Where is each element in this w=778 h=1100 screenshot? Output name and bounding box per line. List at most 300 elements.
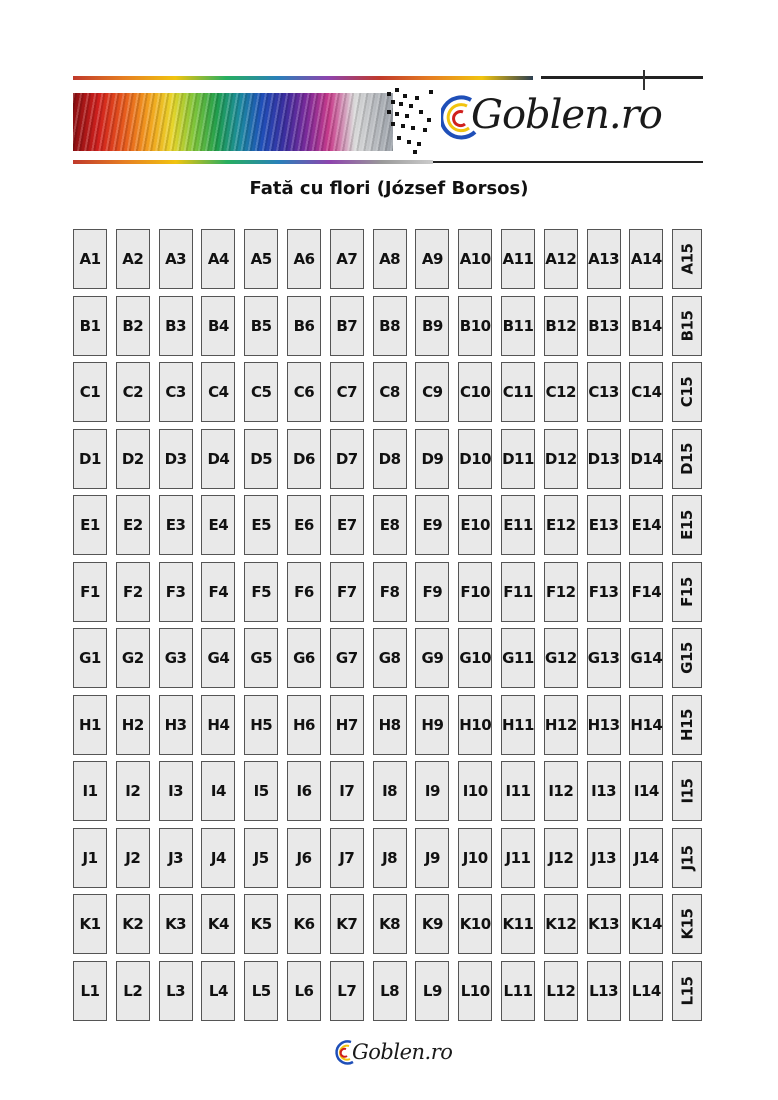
- page-cell[interactable]: [501, 628, 535, 688]
- page-cell[interactable]: [73, 961, 107, 1021]
- page-cell-label: J8: [382, 848, 398, 867]
- page-cell-label: L5: [251, 981, 271, 1000]
- page-cell[interactable]: [244, 761, 278, 821]
- page-cell[interactable]: [244, 828, 278, 888]
- page-cell[interactable]: [629, 362, 663, 422]
- page-cell[interactable]: [672, 229, 702, 289]
- page-cell-label: A14: [630, 250, 662, 268]
- page-cell-label: J11: [505, 848, 531, 867]
- page-cell-label: I12: [548, 782, 574, 800]
- page-cell-label: E10: [460, 516, 490, 534]
- page-cell-label: G8: [378, 649, 401, 667]
- page-cell-label: L4: [208, 981, 228, 1000]
- page-cell-label: G5: [250, 649, 273, 667]
- page-cell[interactable]: [501, 761, 535, 821]
- page-cell-label: A13: [588, 250, 620, 268]
- page-cell[interactable]: [458, 562, 492, 622]
- page-cell-label: H10: [459, 715, 492, 734]
- page-cell[interactable]: [672, 562, 702, 622]
- header-banner: [73, 76, 703, 166]
- page-cell[interactable]: [201, 761, 235, 821]
- page-cell-label: G12: [544, 649, 577, 667]
- page-cell-label: C3: [165, 383, 186, 401]
- page-cell[interactable]: [373, 562, 407, 622]
- page-cell[interactable]: [629, 695, 663, 755]
- page-cell-label: L10: [460, 981, 490, 1000]
- page-cell-label: C10: [459, 383, 491, 401]
- page-cell[interactable]: [587, 894, 621, 954]
- page-cell[interactable]: [415, 429, 449, 489]
- page-cell-label: C15: [678, 376, 697, 408]
- page-cell[interactable]: [672, 495, 702, 555]
- page-cell[interactable]: [587, 695, 621, 755]
- header-bottom-rule: [73, 160, 703, 164]
- page-cell[interactable]: [672, 761, 702, 821]
- page-cell[interactable]: [116, 894, 150, 954]
- page-cell-label: K14: [630, 915, 662, 933]
- page-cell-label: D3: [164, 449, 187, 468]
- page-cell[interactable]: [244, 229, 278, 289]
- page-cell-label: K10: [459, 915, 491, 933]
- page-cell[interactable]: [672, 429, 702, 489]
- page-cell-label: F10: [460, 582, 490, 601]
- page-cell[interactable]: [73, 761, 107, 821]
- page-cell-label: L12: [546, 981, 576, 1000]
- page-cell[interactable]: [73, 296, 107, 356]
- page-cell-label: C4: [208, 383, 229, 401]
- page-cell[interactable]: [415, 695, 449, 755]
- page-cell[interactable]: [244, 296, 278, 356]
- page-cell-label: G4: [207, 649, 230, 667]
- page-cell[interactable]: [287, 628, 321, 688]
- page-cell-label: K7: [336, 915, 358, 933]
- page-cell-label: C8: [379, 383, 400, 401]
- page-cell-label: D8: [378, 449, 401, 468]
- page-cell-label: C2: [122, 383, 144, 401]
- page-cell[interactable]: [159, 562, 193, 622]
- page-cell-label: D13: [587, 449, 620, 468]
- page-cell[interactable]: [458, 894, 492, 954]
- page-cell[interactable]: [73, 429, 107, 489]
- page-cell[interactable]: [116, 495, 150, 555]
- page-cell-label: D4: [207, 449, 230, 468]
- page-cell-label: D6: [293, 449, 315, 468]
- page-cell-label: K8: [379, 915, 401, 933]
- page-cell[interactable]: [629, 296, 663, 356]
- page-cell-label: D7: [335, 449, 358, 468]
- page-cell[interactable]: [73, 229, 107, 289]
- page-cell-label: E11: [503, 516, 533, 534]
- page-cell[interactable]: [116, 761, 150, 821]
- page-cell[interactable]: [373, 761, 407, 821]
- page-cell-label: H15: [678, 708, 697, 741]
- page-cell[interactable]: [159, 761, 193, 821]
- page-cell[interactable]: [458, 296, 492, 356]
- page-cell[interactable]: [287, 695, 321, 755]
- page-cell[interactable]: [501, 828, 535, 888]
- page-cell[interactable]: [287, 828, 321, 888]
- page-cell-label: D10: [459, 449, 492, 468]
- page-cell-label: J6: [296, 848, 312, 867]
- page-cell[interactable]: [287, 229, 321, 289]
- page-cell-label: E3: [165, 516, 186, 534]
- page-cell[interactable]: [587, 562, 621, 622]
- page-cell[interactable]: [587, 828, 621, 888]
- page-cell[interactable]: [373, 828, 407, 888]
- page-cell-label: B14: [630, 316, 662, 335]
- page-cell[interactable]: [501, 894, 535, 954]
- page-cell[interactable]: [330, 695, 364, 755]
- page-cell[interactable]: [629, 761, 663, 821]
- page-cell[interactable]: [73, 495, 107, 555]
- page-cell-label: I15: [678, 778, 697, 804]
- page-cell[interactable]: [116, 828, 150, 888]
- page-cell[interactable]: [629, 429, 663, 489]
- thread-skeins-image: [73, 93, 393, 151]
- page-cell-label: F15: [678, 576, 697, 607]
- page-cell[interactable]: [373, 894, 407, 954]
- page-cell[interactable]: [544, 761, 578, 821]
- page-cell-label: G11: [502, 649, 534, 667]
- page-cell[interactable]: [501, 562, 535, 622]
- page-cell-label: F5: [251, 582, 272, 601]
- page-cell[interactable]: [287, 562, 321, 622]
- page-cell-label: F1: [80, 582, 100, 601]
- page-cell[interactable]: [415, 894, 449, 954]
- page-cell[interactable]: [330, 628, 364, 688]
- page-cell[interactable]: [330, 562, 364, 622]
- page-cell[interactable]: [159, 495, 193, 555]
- page-cell[interactable]: [629, 562, 663, 622]
- page-cell[interactable]: [373, 961, 407, 1021]
- page-cell[interactable]: [458, 429, 492, 489]
- page-cell-label: L1: [80, 981, 100, 1000]
- page-cell[interactable]: [373, 296, 407, 356]
- page-cell-label: L2: [123, 981, 143, 1000]
- page-cell-label: F9: [422, 582, 443, 601]
- page-cell[interactable]: [415, 362, 449, 422]
- page-cell-label: L13: [589, 981, 619, 1000]
- page-cell[interactable]: [159, 628, 193, 688]
- page-cell-label: B10: [459, 316, 491, 335]
- page-cell[interactable]: [629, 828, 663, 888]
- page-cell[interactable]: [373, 628, 407, 688]
- page-cell-label: E2: [122, 516, 143, 534]
- page-cell[interactable]: [415, 562, 449, 622]
- page-cell-label: B3: [165, 316, 187, 335]
- page-cell[interactable]: [201, 429, 235, 489]
- page-cell-label: I13: [591, 782, 617, 800]
- page-cell[interactable]: [373, 229, 407, 289]
- page-cell[interactable]: [201, 695, 235, 755]
- page-cell[interactable]: [201, 828, 235, 888]
- page-cell[interactable]: [287, 362, 321, 422]
- page-cell-label: H13: [587, 715, 620, 734]
- page-cell-label: K6: [293, 915, 315, 933]
- page-cell[interactable]: [159, 229, 193, 289]
- page-cell-label: H1: [79, 715, 101, 734]
- page-cell-label: F4: [208, 582, 229, 601]
- page-cell-label: B4: [207, 316, 229, 335]
- page-cell[interactable]: [458, 761, 492, 821]
- page-cell[interactable]: [244, 628, 278, 688]
- page-cell[interactable]: [458, 495, 492, 555]
- page-cell[interactable]: [544, 362, 578, 422]
- page-cell-label: I5: [253, 782, 269, 800]
- page-cell[interactable]: [544, 296, 578, 356]
- page-cell-label: B1: [79, 316, 101, 335]
- page-cell-label: E8: [379, 516, 400, 534]
- brand-logo-text: Goblen.ro: [471, 92, 662, 138]
- page-cell[interactable]: [287, 961, 321, 1021]
- grid-row: [73, 362, 704, 424]
- page-cell[interactable]: [501, 495, 535, 555]
- page-cell[interactable]: [244, 362, 278, 422]
- page-cell[interactable]: [373, 495, 407, 555]
- page-cell-label: G15: [678, 642, 697, 674]
- page-cell[interactable]: [159, 429, 193, 489]
- page-cell[interactable]: [73, 828, 107, 888]
- page-cell[interactable]: [244, 495, 278, 555]
- page-cell[interactable]: [415, 628, 449, 688]
- page-cell[interactable]: [244, 961, 278, 1021]
- page-cell-label: B11: [502, 316, 534, 335]
- page-cell[interactable]: [116, 695, 150, 755]
- page-cell-label: E9: [422, 516, 443, 534]
- page-cell-label: B12: [545, 316, 577, 335]
- page-cell[interactable]: [501, 362, 535, 422]
- page-cell[interactable]: [501, 296, 535, 356]
- page-cell-label: G3: [164, 649, 187, 667]
- page-cell[interactable]: [458, 229, 492, 289]
- page-cell[interactable]: [116, 296, 150, 356]
- page-cell-label: C7: [336, 383, 358, 401]
- page-cell-label: A10: [459, 250, 491, 268]
- page-cell-label: F14: [631, 582, 662, 601]
- page-cell[interactable]: [415, 828, 449, 888]
- page-cell-label: C9: [422, 383, 443, 401]
- footer-logo: [334, 1034, 453, 1074]
- page-cell-label: K3: [165, 915, 187, 933]
- page-cell[interactable]: [287, 429, 321, 489]
- page-cell[interactable]: [587, 495, 621, 555]
- page-cell[interactable]: [244, 695, 278, 755]
- page-cell[interactable]: [629, 229, 663, 289]
- page-cell[interactable]: [159, 695, 193, 755]
- page-cell[interactable]: [544, 229, 578, 289]
- page-cell-label: D14: [630, 449, 663, 468]
- page-cell[interactable]: [330, 828, 364, 888]
- page-cell[interactable]: [672, 362, 702, 422]
- page-cell-label: E13: [588, 516, 619, 534]
- page-cell[interactable]: [330, 495, 364, 555]
- page-cell-label: G6: [293, 649, 315, 667]
- page-cell-label: H11: [502, 715, 534, 734]
- page-cell[interactable]: [330, 761, 364, 821]
- page-cell[interactable]: [458, 695, 492, 755]
- page-cell[interactable]: [287, 761, 321, 821]
- page-cell-label: A12: [545, 250, 577, 268]
- page-cell[interactable]: [73, 695, 107, 755]
- page-cell-label: J12: [548, 848, 574, 867]
- page-cell[interactable]: [201, 894, 235, 954]
- page-cell[interactable]: [373, 429, 407, 489]
- page-cell-label: A3: [165, 250, 187, 268]
- page-cell[interactable]: [201, 961, 235, 1021]
- page-cell[interactable]: [73, 628, 107, 688]
- page-cell[interactable]: [672, 296, 702, 356]
- page-cell-label: A7: [336, 250, 358, 268]
- page-cell[interactable]: [244, 562, 278, 622]
- page-cell[interactable]: [501, 229, 535, 289]
- page-cell[interactable]: [587, 761, 621, 821]
- header-top-rule: [73, 76, 703, 80]
- footer-brand-text: Goblen.ro: [352, 1040, 453, 1064]
- page-cell-label: J5: [253, 848, 269, 867]
- page-cell[interactable]: [544, 695, 578, 755]
- page-cell-label: A9: [421, 250, 443, 268]
- page-cell[interactable]: [73, 362, 107, 422]
- page-cell[interactable]: [544, 429, 578, 489]
- page-cell[interactable]: [201, 296, 235, 356]
- page-cell[interactable]: [201, 562, 235, 622]
- page-cell[interactable]: [201, 362, 235, 422]
- page-cell[interactable]: [415, 296, 449, 356]
- page-cell[interactable]: [672, 695, 702, 755]
- cross-stitch-pattern-icon: [385, 86, 437, 156]
- page-cell[interactable]: [415, 229, 449, 289]
- page-cell-label: G14: [630, 649, 663, 667]
- page-cell-label: H9: [421, 715, 444, 734]
- page-cell[interactable]: [330, 296, 364, 356]
- page-cell[interactable]: [373, 362, 407, 422]
- page-cell-label: H7: [335, 715, 358, 734]
- page-cell[interactable]: [159, 296, 193, 356]
- page-cell[interactable]: [587, 229, 621, 289]
- page-cell[interactable]: [501, 429, 535, 489]
- page-cell[interactable]: [159, 828, 193, 888]
- page-cell[interactable]: [330, 229, 364, 289]
- page-cell-label: B5: [250, 316, 272, 335]
- page-cell[interactable]: [458, 828, 492, 888]
- grid-row: [73, 761, 704, 823]
- page-cell[interactable]: [672, 828, 702, 888]
- grid-row: [73, 495, 704, 557]
- page-cell-label: I8: [382, 782, 398, 800]
- page-cell[interactable]: [330, 429, 364, 489]
- page-cell[interactable]: [330, 961, 364, 1021]
- page-cell[interactable]: [116, 362, 150, 422]
- page-cell-label: D12: [544, 449, 577, 468]
- page-cell-label: I2: [125, 782, 141, 800]
- page-cell[interactable]: [672, 628, 702, 688]
- page-cell-label: I4: [210, 782, 226, 800]
- page-cell[interactable]: [544, 628, 578, 688]
- page-cell[interactable]: [544, 828, 578, 888]
- page-cell[interactable]: [415, 961, 449, 1021]
- page-cell[interactable]: [73, 562, 107, 622]
- page-cell-label: H12: [544, 715, 577, 734]
- page-cell-label: I11: [505, 782, 531, 800]
- page-cell[interactable]: [587, 961, 621, 1021]
- page-cell[interactable]: [116, 229, 150, 289]
- grid-row: [73, 828, 704, 890]
- page-cell[interactable]: [501, 695, 535, 755]
- grid-row: [73, 429, 704, 491]
- page-cell-label: H14: [630, 715, 663, 734]
- page-cell-label: H4: [207, 715, 230, 734]
- page-cell[interactable]: [373, 695, 407, 755]
- page-cell[interactable]: [116, 429, 150, 489]
- page-cell[interactable]: [587, 628, 621, 688]
- page-cell-label: E6: [294, 516, 314, 534]
- page-cell-label: D9: [421, 449, 444, 468]
- page-cell[interactable]: [159, 961, 193, 1021]
- page-cell-label: J3: [168, 848, 184, 867]
- page-cell[interactable]: [287, 894, 321, 954]
- page-cell[interactable]: [201, 628, 235, 688]
- page-cell[interactable]: [629, 961, 663, 1021]
- page-cell[interactable]: [415, 495, 449, 555]
- page-cell-label: I9: [424, 782, 440, 800]
- page-cell[interactable]: [629, 894, 663, 954]
- page-cell-label: E14: [631, 516, 662, 534]
- page-cell[interactable]: [330, 362, 364, 422]
- page-cell[interactable]: [116, 961, 150, 1021]
- page-cell[interactable]: [458, 362, 492, 422]
- page-cell[interactable]: [201, 229, 235, 289]
- page-cell[interactable]: [587, 362, 621, 422]
- page-cell[interactable]: [544, 495, 578, 555]
- page-cell[interactable]: [73, 894, 107, 954]
- page-cell[interactable]: [244, 894, 278, 954]
- page-cell-label: J9: [424, 848, 440, 867]
- page-cell[interactable]: [458, 961, 492, 1021]
- page-cell[interactable]: [116, 628, 150, 688]
- page-cell[interactable]: [330, 894, 364, 954]
- page-cell[interactable]: [587, 296, 621, 356]
- page-cell-label: K13: [588, 915, 620, 933]
- page-cell[interactable]: [501, 961, 535, 1021]
- page-cell-label: G13: [587, 649, 620, 667]
- page-cell-label: J1: [82, 848, 98, 867]
- page-cell-label: B15: [678, 310, 697, 341]
- page-cell[interactable]: [287, 296, 321, 356]
- page-cell[interactable]: [287, 495, 321, 555]
- page-cell[interactable]: [415, 761, 449, 821]
- page-cell[interactable]: [544, 961, 578, 1021]
- page-cell-label: G9: [421, 649, 444, 667]
- page-cell[interactable]: [159, 894, 193, 954]
- page-cell-label: K5: [250, 915, 272, 933]
- page-cell[interactable]: [201, 495, 235, 555]
- page-cell[interactable]: [116, 562, 150, 622]
- pattern-title: Fată cu flori (József Borsos): [249, 178, 529, 199]
- page-cell[interactable]: [544, 562, 578, 622]
- page-cell[interactable]: [672, 894, 702, 954]
- page-cell-label: K4: [207, 915, 229, 933]
- page-cell[interactable]: [244, 429, 278, 489]
- page-cell[interactable]: [544, 894, 578, 954]
- page-cell-label: D11: [502, 449, 534, 468]
- page-cell[interactable]: [159, 362, 193, 422]
- page-cell-label: L15: [678, 976, 697, 1005]
- page-cell[interactable]: [672, 961, 702, 1021]
- page-cell[interactable]: [458, 628, 492, 688]
- page-cell[interactable]: [629, 495, 663, 555]
- page-cell[interactable]: [629, 628, 663, 688]
- page-cell[interactable]: [587, 429, 621, 489]
